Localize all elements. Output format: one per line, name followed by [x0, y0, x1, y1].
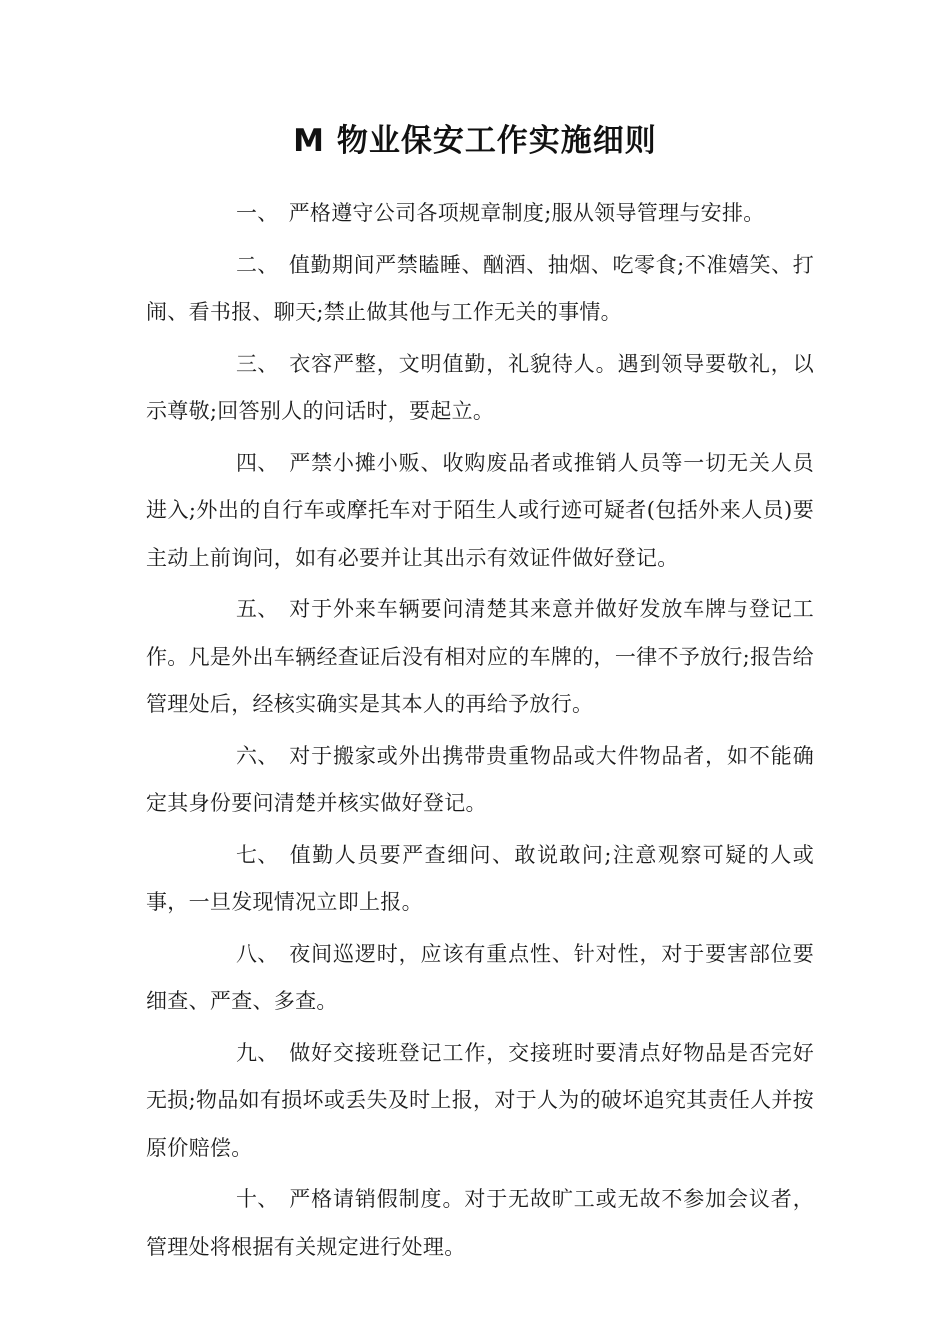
paragraph-number: 四、 — [236, 450, 279, 475]
paragraph-5 — [146, 586, 814, 729]
paragraph-text: 严格遵守公司各项规章制度;服从领导管理与安排。 — [288, 201, 765, 225]
paragraph-4 — [146, 440, 814, 583]
paragraph-text: 严格请销假制度。对于无故旷工或无故不参加会议者，管理处将根据有关规定进行处理。 — [146, 1187, 814, 1259]
paragraph-text: 值勤人员要严查细问、敢说敢问;注意观察可疑的人或事，一旦发现情况立即上报。 — [146, 842, 814, 914]
paragraph-number: 五、 — [236, 597, 279, 621]
paragraph-number: 七、 — [236, 842, 279, 867]
paragraph-number: 六、 — [236, 743, 279, 768]
paragraph-2 — [146, 242, 814, 337]
paragraph-number: 十、 — [236, 1187, 279, 1211]
document-body — [146, 190, 814, 1275]
paragraph-7 — [146, 832, 814, 927]
paragraph-10 — [146, 1176, 814, 1271]
paragraph-9 — [146, 1030, 814, 1173]
paragraph-number: 八、 — [236, 941, 279, 966]
paragraph-number: 二、 — [236, 252, 279, 277]
paragraph-text: 严禁小摊小贩、收购废品者或推销人员等一切无关人员进入;外出的自行车或摩托车对于陌生人或行迹可疑者(包括外来人员)要主动上前询问，如有必要并让其出示有效证件做好登记。 — [146, 450, 814, 570]
paragraph-text: 对于搬家或外出携带贵重物品或大件物品者，如不能确定其身份要问清楚并核实做好登记。 — [146, 743, 814, 815]
paragraph-1 — [146, 190, 814, 238]
paragraph-text: 对于外来车辆要问清楚其来意并做好发放车牌与登记工作。凡是外出车辆经查证后没有相对应的车牌的，一律不予放行;报告给管理处后，经核实确实是其本人的再给予放行。 — [146, 597, 814, 716]
paragraph-number: 一、 — [236, 201, 279, 225]
paragraph-text: 衣容严整，文明值勤，礼貌待人。遇到领导要敬礼，以示尊敬;回答别人的问话时，要起立。 — [146, 351, 814, 423]
paragraph-8 — [146, 931, 814, 1026]
document-title: M 物业保安工作实施细则 — [293, 123, 657, 159]
paragraph-text: 夜间巡逻时，应该有重点性、针对性，对于要害部位要细查、严查、多查。 — [146, 941, 814, 1013]
paragraph-3 — [146, 341, 814, 436]
paragraph-number: 九、 — [236, 1040, 279, 1065]
paragraph-text: 值勤期间严禁瞌睡、酗酒、抽烟、吃零食;不准嬉笑、打闹、看书报、聊天;禁止做其他与工作无关的事情。 — [146, 252, 814, 324]
paragraph-text: 做好交接班登记工作，交接班时要清点好物品是否完好无损;物品如有损坏或丢失及时上报，对于人为的破坏追究其责任人并按原价赔偿。 — [146, 1040, 814, 1160]
paragraph-6 — [146, 733, 814, 828]
paragraph-number: 三、 — [236, 351, 279, 376]
